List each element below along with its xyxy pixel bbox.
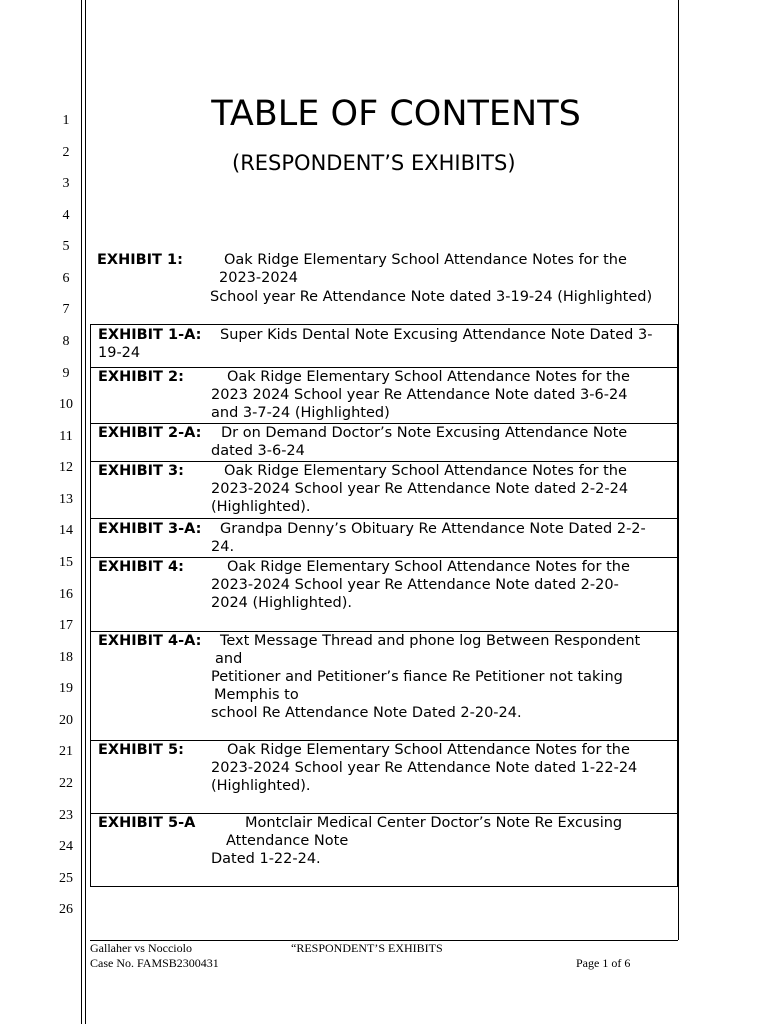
exhibit-entry-2a [90,423,678,462]
line-number: 18 [59,650,73,665]
line-number: 25 [59,871,73,886]
exhibit-label: EXHIBIT 4: [98,559,184,575]
exhibit-description-line: dated 3-6-24 [211,443,305,459]
exhibit-entry-4a [90,631,678,741]
line-number: 17 [59,618,73,633]
footer-case-number: Case No. FAMSB2300431 [90,956,219,970]
exhibit-entry-1a [90,324,678,368]
line-number: 21 [59,744,73,759]
exhibit-description-line: Attendance Note [226,833,349,849]
exhibit-description-line: 2024 (Highlighted). [211,595,353,611]
exhibit-description-line: Text Message Thread and phone log Between Respondent [220,633,641,649]
line-number: 10 [59,397,73,412]
exhibit-label: EXHIBIT 2: [98,369,184,385]
margin-rule-left-outer [81,0,82,1024]
line-number: 5 [62,239,70,254]
exhibit-label: EXHIBIT 4-A: [98,633,202,649]
exhibit-description-line: 2023-2024 School year Re Attendance Note dated 2-20- [211,577,619,593]
exhibit-description-line: and 3-7-24 (Highlighted) [211,405,390,421]
exhibit-label: EXHIBIT 1: [97,252,183,268]
exhibit-description-line: Oak Ridge Elementary School Attendance Notes for the [227,559,630,575]
exhibit-label: EXHIBIT 1-A: [98,327,202,343]
margin-rule-right [678,0,679,940]
footer-document-title: “RESPONDENT’S EXHIBITS [291,941,443,955]
line-number: 20 [59,713,73,728]
exhibit-description-line: 19-24 [98,345,141,361]
exhibit-description-line: Oak Ridge Elementary School Attendance Notes for the [224,252,627,268]
line-number: 12 [59,460,73,475]
page-subtitle: (RESPONDENT’S EXHIBITS) [232,151,516,175]
exhibit-label: EXHIBIT 5: [98,742,184,758]
exhibit-description-line: (Highlighted). [211,778,311,794]
page-title: TABLE OF CONTENTS [211,94,581,134]
line-number: 24 [59,839,73,854]
exhibit-entry-3a [90,518,678,558]
exhibit-description-line: and [215,651,243,667]
exhibit-description-line: Dr on Demand Doctor’s Note Excusing Attendance Note [221,425,628,441]
margin-rule-left-inner [85,0,86,1024]
line-number: 3 [62,176,70,191]
line-number: 1 [62,113,70,128]
exhibit-description-line: school Re Attendance Note Dated 2-20-24. [211,705,522,721]
line-number: 7 [62,302,70,317]
exhibit-description-line: 2023-2024 [219,270,299,286]
exhibit-label: EXHIBIT 3: [98,463,184,479]
line-number: 11 [59,429,73,444]
exhibit-description-line: (Highlighted). [211,499,311,515]
exhibit-entry-5 [90,740,678,814]
line-number: 8 [62,334,70,349]
line-number: 9 [62,366,70,381]
exhibit-description-line: 2023-2024 School year Re Attendance Note dated 1-22-24 [211,760,638,776]
exhibit-label: EXHIBIT 3-A: [98,521,202,537]
line-number: 2 [62,145,70,160]
exhibit-label: EXHIBIT 2-A: [98,425,202,441]
line-number: 15 [59,555,73,570]
exhibit-entry-2 [90,367,678,424]
line-number: 13 [59,492,73,507]
exhibit-description-line: 2023-2024 School year Re Attendance Note dated 2-2-24 [211,481,629,497]
line-number: 19 [59,681,73,696]
exhibit-description-line: Oak Ridge Elementary School Attendance Notes for the [227,369,630,385]
exhibit-entry-4 [90,557,678,632]
exhibit-description-line: Memphis to [214,687,299,703]
line-number: 23 [59,808,73,823]
exhibit-description-line: Oak Ridge Elementary School Attendance Notes for the [224,463,627,479]
exhibit-entry-5a [90,813,678,887]
line-number: 22 [59,776,73,791]
line-number: 14 [59,523,73,538]
exhibit-description-line: Dated 1-22-24. [211,851,321,867]
exhibit-description-line: School year Re Attendance Note dated 3-19-24 (Highlighted) [210,289,653,305]
exhibit-description-line: Petitioner and Petitioner’s fiance Re Petitioner not taking [211,669,623,685]
exhibit-description-line: Grandpa Denny’s Obituary Re Attendance Note Dated 2-2- [220,521,646,537]
exhibit-description-line: Oak Ridge Elementary School Attendance Notes for the [227,742,630,758]
footer-case-name: Gallaher vs Nocciolo [90,941,192,955]
exhibit-entry-3 [90,461,678,519]
exhibit-entry-1 [90,251,678,311]
exhibit-label: EXHIBIT 5-A [98,815,196,831]
line-number: 26 [59,902,73,917]
line-number: 16 [59,587,73,602]
line-number: 4 [62,208,70,223]
footer-page-number: Page 1 of 6 [576,956,631,970]
exhibit-description-line: Super Kids Dental Note Excusing Attendance Note Dated 3- [220,327,653,343]
exhibit-description-line: Montclair Medical Center Doctor’s Note Re Excusing [245,815,623,831]
exhibit-description-line: 24. [211,539,235,555]
line-number: 6 [62,271,70,286]
exhibit-description-line: 2023 2024 School year Re Attendance Note dated 3-6-24 [211,387,628,403]
